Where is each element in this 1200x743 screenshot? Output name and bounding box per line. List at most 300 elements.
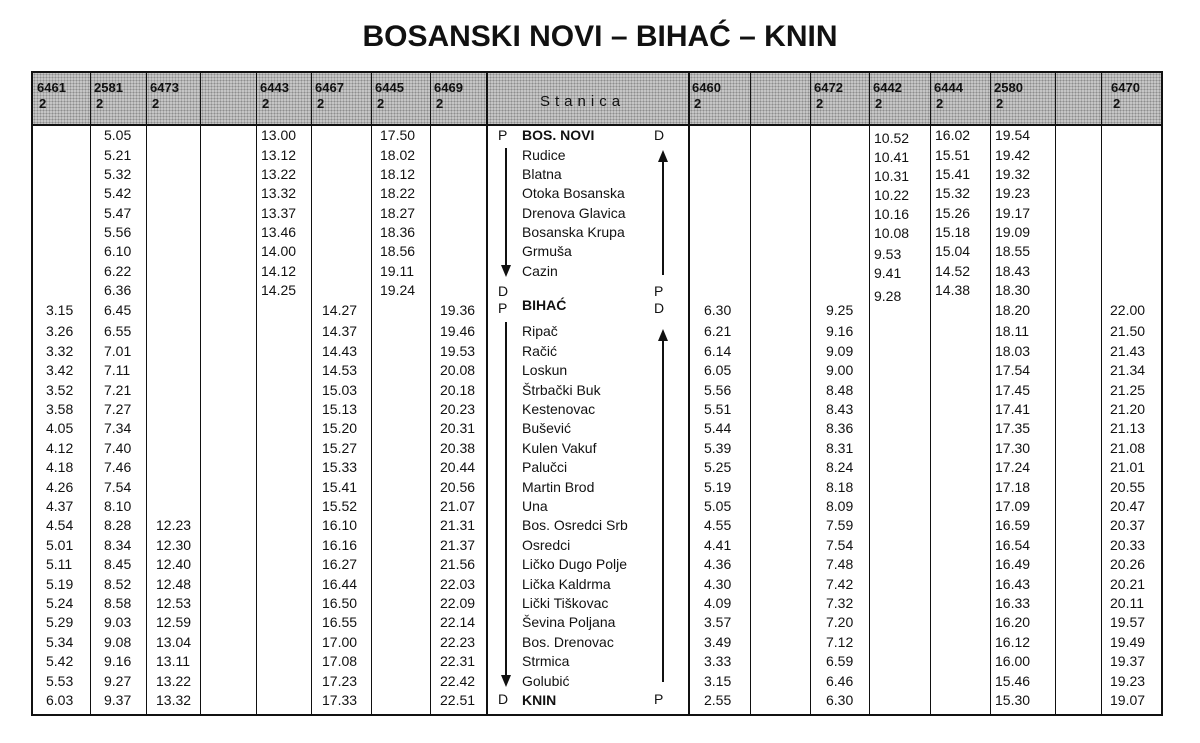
time-cell: 16.16 xyxy=(322,536,358,553)
time-cell: 17.35 xyxy=(995,420,1031,437)
time-cell: 18.43 xyxy=(995,263,1031,279)
time-cell: 16.12 xyxy=(995,633,1031,650)
station-name: Ševina Poljana xyxy=(522,614,616,631)
station-name: Golubić xyxy=(522,672,570,689)
time-cell: 12.59 xyxy=(156,614,192,631)
time-cell: 8.36 xyxy=(826,420,854,437)
station-name: Bušević xyxy=(522,420,572,437)
time-cell: 9.16 xyxy=(826,323,854,340)
time-cell: 15.26 xyxy=(935,205,971,221)
time-cell: 16.02 xyxy=(935,127,971,143)
train-number: 6469 xyxy=(434,80,463,95)
time-cell: 22.51 xyxy=(440,692,476,708)
time-cell: 8.34 xyxy=(104,536,132,553)
time-cell: 9.08 xyxy=(104,633,132,650)
time-cell: 5.21 xyxy=(104,147,132,163)
time-cell: 14.38 xyxy=(935,282,971,298)
time-cell: 4.37 xyxy=(46,498,74,514)
class-number: 2 xyxy=(39,96,47,111)
class-number: 2 xyxy=(377,96,385,111)
time-cell: 9.25 xyxy=(826,302,854,318)
time-cell: 5.01 xyxy=(46,536,74,553)
time-cell: 21.08 xyxy=(1110,439,1146,456)
time-cell: 14.12 xyxy=(261,263,297,279)
time-cell: 7.42 xyxy=(826,575,854,592)
time-cell: 18.11 xyxy=(995,323,1029,340)
time-cell: 21.13 xyxy=(1110,420,1146,437)
direction-marker: D xyxy=(498,691,509,707)
time-cell: 10.08 xyxy=(874,225,910,241)
time-cell: 19.36 xyxy=(440,302,476,318)
time-cell: 4.05 xyxy=(46,420,74,437)
time-cell: 7.59 xyxy=(826,517,854,534)
time-cell: 10.16 xyxy=(874,206,910,222)
time-cell: 7.01 xyxy=(104,342,132,359)
class-number: 2 xyxy=(996,96,1004,111)
column-divider xyxy=(750,73,751,714)
time-cell: 21.50 xyxy=(1110,323,1146,340)
time-cell: 14.52 xyxy=(935,263,971,279)
station-name: Rudice xyxy=(522,147,566,163)
time-cell: 15.27 xyxy=(322,439,358,456)
train-number: 6473 xyxy=(150,80,179,95)
time-cell: 13.22 xyxy=(261,166,297,182)
time-cell: 22.00 xyxy=(1110,302,1146,318)
train-header xyxy=(375,80,404,112)
time-cell: 21.34 xyxy=(1110,362,1146,379)
station-name: Martin Brod xyxy=(522,478,595,495)
train-number: 6461 xyxy=(37,80,66,95)
time-cell: 8.43 xyxy=(826,401,854,417)
time-cell: 19.46 xyxy=(440,323,476,340)
station-name: KNIN xyxy=(522,692,557,708)
arrowhead-icon xyxy=(658,329,668,341)
time-cell: 9.03 xyxy=(104,614,132,631)
direction-marker: D xyxy=(654,127,665,143)
time-cell: 15.32 xyxy=(935,185,971,201)
class-number: 2 xyxy=(936,96,944,111)
arrowhead-icon xyxy=(501,265,511,277)
time-cell: 13.32 xyxy=(261,185,297,201)
time-cell: 7.40 xyxy=(104,439,132,456)
train-number: 2580 xyxy=(994,80,1023,95)
time-cell: 15.03 xyxy=(322,381,358,398)
time-cell: 13.11 xyxy=(156,653,190,670)
time-cell: 4.26 xyxy=(46,478,74,495)
station-name: Bosanska Krupa xyxy=(522,224,625,240)
column-divider xyxy=(256,73,257,714)
time-cell: 17.41 xyxy=(995,401,1031,417)
column-divider xyxy=(200,73,201,714)
time-cell: 8.10 xyxy=(104,498,132,514)
train-header xyxy=(260,80,289,112)
column-divider xyxy=(1055,73,1056,714)
time-cell: 20.33 xyxy=(1110,536,1146,553)
train-header xyxy=(94,80,123,112)
time-cell: 13.46 xyxy=(261,224,297,240)
time-cell: 16.27 xyxy=(322,556,358,573)
time-cell: 6.30 xyxy=(826,692,854,708)
time-cell: 17.30 xyxy=(995,439,1031,456)
time-cell: 3.52 xyxy=(46,381,74,398)
time-cell: 14.53 xyxy=(322,362,358,379)
station-name: Loskun xyxy=(522,362,568,379)
time-cell: 3.26 xyxy=(46,323,74,340)
time-cell: 15.41 xyxy=(322,478,358,495)
station-name: Štrbački Buk xyxy=(522,381,601,398)
station-name: Grmuša xyxy=(522,243,572,259)
time-cell: 19.11 xyxy=(380,263,414,279)
time-cell: 14.37 xyxy=(322,323,358,340)
time-cell: 5.29 xyxy=(46,614,74,631)
station-name: Kestenovac xyxy=(522,401,596,417)
time-cell: 17.00 xyxy=(322,633,358,650)
time-cell: 18.02 xyxy=(380,147,416,163)
station-name: Lička Kaldrma xyxy=(522,575,611,592)
down-arrow-icon xyxy=(505,322,507,675)
direction-marker: P xyxy=(654,691,664,707)
time-cell: 10.41 xyxy=(874,149,910,165)
time-cell: 3.15 xyxy=(704,672,732,689)
time-cell: 10.52 xyxy=(874,130,910,146)
class-number: 2 xyxy=(875,96,883,111)
station-name: Una xyxy=(522,498,548,514)
time-cell: 21.56 xyxy=(440,556,476,573)
time-cell: 21.07 xyxy=(440,498,476,514)
class-number: 2 xyxy=(96,96,104,111)
time-cell: 7.54 xyxy=(104,478,132,495)
time-cell: 13.37 xyxy=(261,205,297,221)
train-header xyxy=(37,80,66,112)
time-cell: 19.54 xyxy=(995,127,1031,143)
train-header xyxy=(150,80,179,112)
time-cell: 16.10 xyxy=(322,517,358,534)
time-cell: 6.10 xyxy=(104,243,132,259)
time-cell: 16.49 xyxy=(995,556,1031,573)
down-arrow-icon xyxy=(505,148,507,265)
time-cell: 9.09 xyxy=(826,342,854,359)
direction-marker: P xyxy=(498,127,508,143)
station-name: Osredci xyxy=(522,536,571,553)
time-cell: 18.55 xyxy=(995,243,1031,259)
time-cell: 9.37 xyxy=(104,692,132,708)
time-cell: 14.27 xyxy=(322,302,358,318)
time-cell: 19.49 xyxy=(1110,633,1146,650)
station-name: Otoka Bosanska xyxy=(522,185,625,201)
time-cell: 9.16 xyxy=(104,653,132,670)
column-divider xyxy=(930,73,931,714)
train-header xyxy=(315,80,344,112)
time-cell: 20.38 xyxy=(440,439,476,456)
arrowhead-icon xyxy=(501,675,511,687)
time-cell: 19.23 xyxy=(995,185,1031,201)
time-cell: 16.55 xyxy=(322,614,358,631)
column-divider xyxy=(146,73,147,714)
time-cell: 6.14 xyxy=(704,342,732,359)
time-cell: 17.33 xyxy=(322,692,358,708)
train-header xyxy=(814,80,843,112)
time-cell: 7.21 xyxy=(104,381,132,398)
direction-marker: P xyxy=(654,283,664,299)
time-cell: 19.57 xyxy=(1110,614,1146,631)
station-name: BIHAĆ xyxy=(522,297,567,313)
time-cell: 15.33 xyxy=(322,459,358,476)
time-cell: 19.32 xyxy=(995,166,1031,182)
class-number: 2 xyxy=(694,96,702,111)
time-cell: 19.23 xyxy=(1110,672,1146,689)
station-name: Ripač xyxy=(522,323,558,340)
train-number: 6467 xyxy=(315,80,344,95)
time-cell: 15.18 xyxy=(935,224,971,240)
time-cell: 3.58 xyxy=(46,401,74,417)
time-cell: 21.01 xyxy=(1110,459,1146,476)
column-divider xyxy=(990,73,991,714)
time-cell: 12.23 xyxy=(156,517,192,534)
time-cell: 7.54 xyxy=(826,536,854,553)
time-cell: 7.46 xyxy=(104,459,132,476)
column-divider xyxy=(430,73,431,714)
train-number: 6472 xyxy=(814,80,843,95)
time-cell: 14.00 xyxy=(261,243,297,259)
time-cell: 13.22 xyxy=(156,672,192,689)
header-divider xyxy=(33,124,1161,126)
time-cell: 7.11 xyxy=(104,362,131,379)
class-number: 2 xyxy=(262,96,270,111)
time-cell: 15.13 xyxy=(322,401,358,417)
time-cell: 4.09 xyxy=(704,595,732,611)
train-header xyxy=(692,80,721,112)
time-cell: 5.42 xyxy=(46,653,74,670)
time-cell: 15.20 xyxy=(322,420,358,437)
column-divider xyxy=(688,73,690,714)
time-cell: 8.24 xyxy=(826,459,854,476)
time-cell: 19.07 xyxy=(1110,692,1146,708)
time-cell: 6.36 xyxy=(104,282,132,298)
train-number: 6470 xyxy=(1111,80,1140,95)
station-name: Blatna xyxy=(522,166,562,182)
column-divider xyxy=(486,73,488,714)
time-cell: 21.20 xyxy=(1110,401,1146,417)
station-name: Strmica xyxy=(522,653,570,670)
time-cell: 14.43 xyxy=(322,342,358,359)
train-header xyxy=(873,80,902,112)
time-cell: 16.33 xyxy=(995,595,1031,611)
time-cell: 6.30 xyxy=(704,302,732,318)
time-cell: 6.03 xyxy=(46,692,74,708)
class-number: 2 xyxy=(436,96,444,111)
time-cell: 12.53 xyxy=(156,595,192,611)
time-cell: 6.05 xyxy=(704,362,732,379)
time-cell: 5.05 xyxy=(704,498,732,514)
time-cell: 18.20 xyxy=(995,302,1031,318)
station-name: Palučci xyxy=(522,459,568,476)
time-cell: 20.26 xyxy=(1110,556,1146,573)
time-cell: 20.37 xyxy=(1110,517,1146,534)
time-cell: 16.43 xyxy=(995,575,1031,592)
time-cell: 20.11 xyxy=(1110,595,1144,611)
time-cell: 7.34 xyxy=(104,420,132,437)
time-cell: 5.51 xyxy=(704,401,732,417)
time-cell: 5.47 xyxy=(104,205,132,221)
time-cell: 6.45 xyxy=(104,302,132,318)
time-cell: 15.30 xyxy=(995,692,1031,708)
time-cell: 16.50 xyxy=(322,595,358,611)
time-cell: 17.08 xyxy=(322,653,358,670)
time-cell: 13.12 xyxy=(261,147,297,163)
column-divider xyxy=(90,73,91,714)
time-cell: 7.48 xyxy=(826,556,854,573)
time-cell: 9.53 xyxy=(874,246,902,262)
column-divider xyxy=(869,73,870,714)
time-cell: 4.18 xyxy=(46,459,74,476)
time-cell: 18.03 xyxy=(995,342,1031,359)
time-cell: 9.41 xyxy=(874,265,902,281)
time-cell: 12.30 xyxy=(156,536,192,553)
station-column-header: Stanica xyxy=(540,93,626,110)
station-name: Cazin xyxy=(522,263,558,279)
time-cell: 16.59 xyxy=(995,517,1031,534)
time-cell: 15.04 xyxy=(935,243,971,259)
train-number: 6444 xyxy=(934,80,963,95)
time-cell: 19.42 xyxy=(995,147,1031,163)
time-cell: 19.37 xyxy=(1110,653,1146,670)
time-cell: 15.52 xyxy=(322,498,358,514)
time-cell: 5.39 xyxy=(704,439,732,456)
time-cell: 7.32 xyxy=(826,595,854,611)
time-cell: 20.08 xyxy=(440,362,476,379)
time-cell: 6.55 xyxy=(104,323,132,340)
station-name: Račić xyxy=(522,342,558,359)
time-cell: 3.32 xyxy=(46,342,74,359)
time-cell: 19.24 xyxy=(380,282,416,298)
station-name: Bos. Drenovac xyxy=(522,633,614,650)
up-arrow-icon xyxy=(662,341,664,682)
time-cell: 17.54 xyxy=(995,362,1031,379)
column-divider xyxy=(371,73,372,714)
time-cell: 22.03 xyxy=(440,575,476,592)
class-number: 2 xyxy=(152,96,160,111)
time-cell: 6.21 xyxy=(704,323,732,340)
time-cell: 22.09 xyxy=(440,595,476,611)
time-cell: 9.27 xyxy=(104,672,132,689)
time-cell: 20.44 xyxy=(440,459,476,476)
time-cell: 8.31 xyxy=(826,439,854,456)
class-number: 2 xyxy=(317,96,325,111)
time-cell: 20.18 xyxy=(440,381,476,398)
train-header xyxy=(934,80,963,112)
time-cell: 20.47 xyxy=(1110,498,1146,514)
time-cell: 6.22 xyxy=(104,263,132,279)
time-cell: 10.31 xyxy=(874,168,910,184)
time-cell: 17.09 xyxy=(995,498,1031,514)
column-divider xyxy=(810,73,811,714)
time-cell: 15.46 xyxy=(995,672,1031,689)
time-cell: 8.58 xyxy=(104,595,132,611)
column-divider xyxy=(311,73,312,714)
time-cell: 22.14 xyxy=(440,614,476,631)
station-name: Bos. Osredci Srb xyxy=(522,517,628,534)
time-cell: 4.36 xyxy=(704,556,732,573)
time-cell: 5.53 xyxy=(46,672,74,689)
class-number: 2 xyxy=(1113,96,1121,111)
time-cell: 18.30 xyxy=(995,282,1031,298)
time-cell: 8.48 xyxy=(826,381,854,398)
train-number: 6443 xyxy=(260,80,289,95)
station-name: Drenova Glavica xyxy=(522,205,626,221)
time-cell: 18.22 xyxy=(380,185,416,201)
train-header xyxy=(994,80,1023,112)
time-cell: 21.37 xyxy=(440,536,476,553)
time-cell: 5.19 xyxy=(704,478,732,495)
time-cell: 12.40 xyxy=(156,556,192,573)
time-cell: 17.45 xyxy=(995,381,1031,398)
train-number: 2581 xyxy=(94,80,123,95)
time-cell: 5.24 xyxy=(46,595,74,611)
direction-marker: P xyxy=(498,300,508,316)
direction-marker: D xyxy=(498,283,509,299)
time-cell: 8.18 xyxy=(826,478,854,495)
train-number: 6460 xyxy=(692,80,721,95)
time-cell: 10.22 xyxy=(874,187,910,203)
time-cell: 20.23 xyxy=(440,401,476,417)
time-cell: 9.00 xyxy=(826,362,854,379)
time-cell: 17.24 xyxy=(995,459,1031,476)
time-cell: 15.51 xyxy=(935,147,971,163)
time-cell: 22.23 xyxy=(440,633,476,650)
time-cell: 16.44 xyxy=(322,575,358,592)
time-cell: 21.31 xyxy=(440,517,476,534)
time-cell: 22.42 xyxy=(440,672,476,689)
train-header xyxy=(1111,80,1140,112)
time-cell: 5.19 xyxy=(46,575,74,592)
time-cell: 3.33 xyxy=(704,653,732,670)
time-cell: 5.56 xyxy=(104,224,132,240)
time-cell: 13.00 xyxy=(261,127,297,143)
time-cell: 5.32 xyxy=(104,166,132,182)
page-title: BOSANSKI NOVI – BIHAĆ – KNIN xyxy=(362,20,838,53)
time-cell: 16.20 xyxy=(995,614,1031,631)
time-cell: 16.00 xyxy=(995,653,1031,670)
time-cell: 8.09 xyxy=(826,498,854,514)
time-cell: 14.25 xyxy=(261,282,297,298)
time-cell: 9.28 xyxy=(874,288,902,304)
time-cell: 18.12 xyxy=(380,166,416,182)
time-cell: 5.34 xyxy=(46,633,74,650)
time-cell: 4.12 xyxy=(46,439,74,456)
time-cell: 12.48 xyxy=(156,575,192,592)
class-number: 2 xyxy=(816,96,824,111)
station-name: Ličko Dugo Polje xyxy=(522,556,628,573)
time-cell: 21.43 xyxy=(1110,342,1146,359)
time-cell: 19.09 xyxy=(995,224,1031,240)
time-cell: 4.55 xyxy=(704,517,732,534)
time-cell: 3.49 xyxy=(704,633,732,650)
time-cell: 6.46 xyxy=(826,672,854,689)
time-cell: 4.54 xyxy=(46,517,74,534)
time-cell: 17.23 xyxy=(322,672,358,689)
train-number: 6442 xyxy=(873,80,902,95)
station-name: Kulen Vakuf xyxy=(522,439,597,456)
time-cell: 4.30 xyxy=(704,575,732,592)
train-number: 6445 xyxy=(375,80,404,95)
time-cell: 4.41 xyxy=(704,536,732,553)
time-cell: 8.52 xyxy=(104,575,132,592)
time-cell: 8.45 xyxy=(104,556,132,573)
time-cell: 20.56 xyxy=(440,478,476,495)
time-cell: 20.31 xyxy=(440,420,476,437)
time-cell: 5.44 xyxy=(704,420,732,437)
time-cell: 18.56 xyxy=(380,243,416,259)
